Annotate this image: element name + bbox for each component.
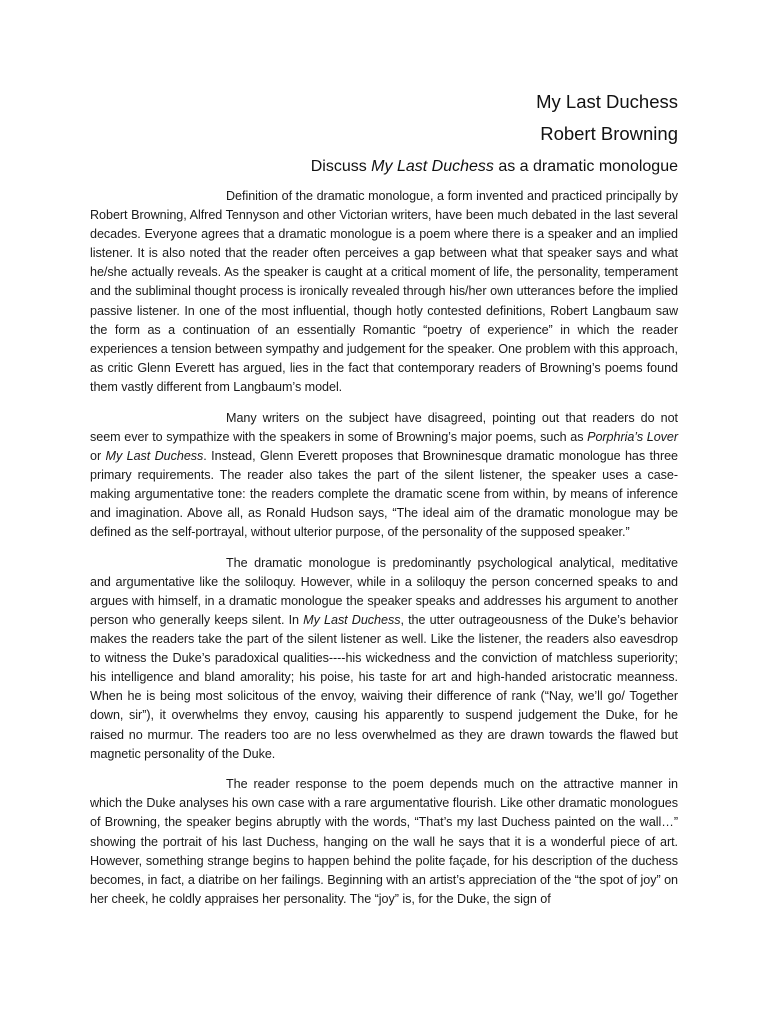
paragraph-4 bbox=[90, 775, 678, 909]
italic-work-title: My Last Duchess bbox=[303, 612, 401, 627]
paragraph-text: Definition of the dramatic monologue, a form invented and practiced principally by Robert Browning, Alfred Tennyson and other Victorian writers, have been much debated in the last several decades. Everyone agrees that a dramatic monologue is a poem where there is a speaker and an implied listener. It is also noted that the reader often perceives a gap between what that speaker says and what he/she actually reveals. As the speaker is caught at a critical moment of life, the personality, temperament and the subliminal thought process is ironically revealed through his/her own utterances before the implied passive listener. In one of the most influential, though hotly contested definitions, Robert Langbaum saw the form as a continuation of an essentially Romantic “poetry of experience” in which the reader experiences a tension between sympathy and judgement for the speaker. One problem with this approach, as critic Glenn Everett has argued, lies in the fact that contemporary readers of Browning’s poems found them vastly different from Langbaum’s model. bbox=[90, 189, 678, 394]
paragraph-3 bbox=[90, 554, 678, 764]
italic-work-title: My Last Duchess bbox=[105, 448, 204, 463]
italic-work-title: Porphria’s Lover bbox=[587, 429, 678, 444]
paragraph-text: The reader response to the poem depends much on the attractive manner in which the Duke analyses his own case with a rare argumentative flourish. Like other dramatic monologues of Browning, the speaker begins abruptly with the words, “That’s my last Duchess painted on the wall…” showing the portrait of his last Duchess, hanging on the wall he says that it is a wonderful piece of art. However, something strange begins to happen behind the polite façade, for his description of the duchess becomes, in fact, a diatribe on her failings. Beginning with an artist’s appreciation of the “the spot of joy” on her cheek, he coldly appraises her personality. The “joy” is, for the Duke, the sign of bbox=[90, 777, 678, 906]
paragraph-text: . Instead, Glenn Everett proposes that Browninesque dramatic monologue has three primary requirements. The reader also takes the part of the silent listener, the speaker uses a case-making argumentative tone: the readers complete the dramatic scene from within, by means of inference and imagination. Above all, as Ronald Hudson says, “The ideal aim of the dramatic monologue may be defined as the self-portrayal, without ulterior purpose, of the personality of the supposed speaker.” bbox=[90, 448, 679, 540]
document-author: Robert Browning bbox=[540, 123, 678, 144]
subtitle-suffix: as a dramatic monologue bbox=[493, 158, 678, 175]
paragraph-text: Many writers on the subject have disagreed, pointing out that readers do not seem ever to sympathize with the speakers in some of Browning’s major poems, such as bbox=[90, 410, 678, 444]
paragraph-text: The dramatic monologue is predominantly psychological analytical, meditative and argumentative like the soliloquy. However, while in a soliloquy the person concerned speaks to and argues with himself, in a dramatic monologue the speaker speaks and addresses his argument to another person who generally keeps silent. In bbox=[90, 555, 678, 627]
document-body bbox=[90, 187, 678, 909]
paragraph-2 bbox=[90, 409, 678, 543]
subtitle-italic-title: My Last Duchess bbox=[371, 158, 494, 175]
document-subtitle bbox=[90, 156, 678, 178]
paragraph-text: , the utter outrageousness of the Duke’s behavior makes the readers take the part of the silent listener as well. Like the listener, the readers also eavesdrop to witness the Duke’s paradoxical qualities----his wickedness and the conviction of matchless superiority; his intelligence and bland amorality; his poise, his taste for art and high-handed aristocratic meanness. When he is being most solicitous of the envoy, waiving their difference of rank (“Nay, we’ll go/ Together down, sir”), it overwhelms they envoy, causing his apparently to suspend judgement the Duke, for he raised no murmur. The readers too are no less overwhelmed as they are drawn towards the flawed but magnetic personality of the Duke. bbox=[90, 612, 678, 761]
subtitle-prefix: Discuss bbox=[310, 158, 372, 175]
paragraph-1 bbox=[90, 187, 678, 397]
paragraph-text: or bbox=[90, 448, 106, 463]
document-page bbox=[90, 88, 678, 920]
document-title: My Last Duchess bbox=[536, 91, 678, 112]
